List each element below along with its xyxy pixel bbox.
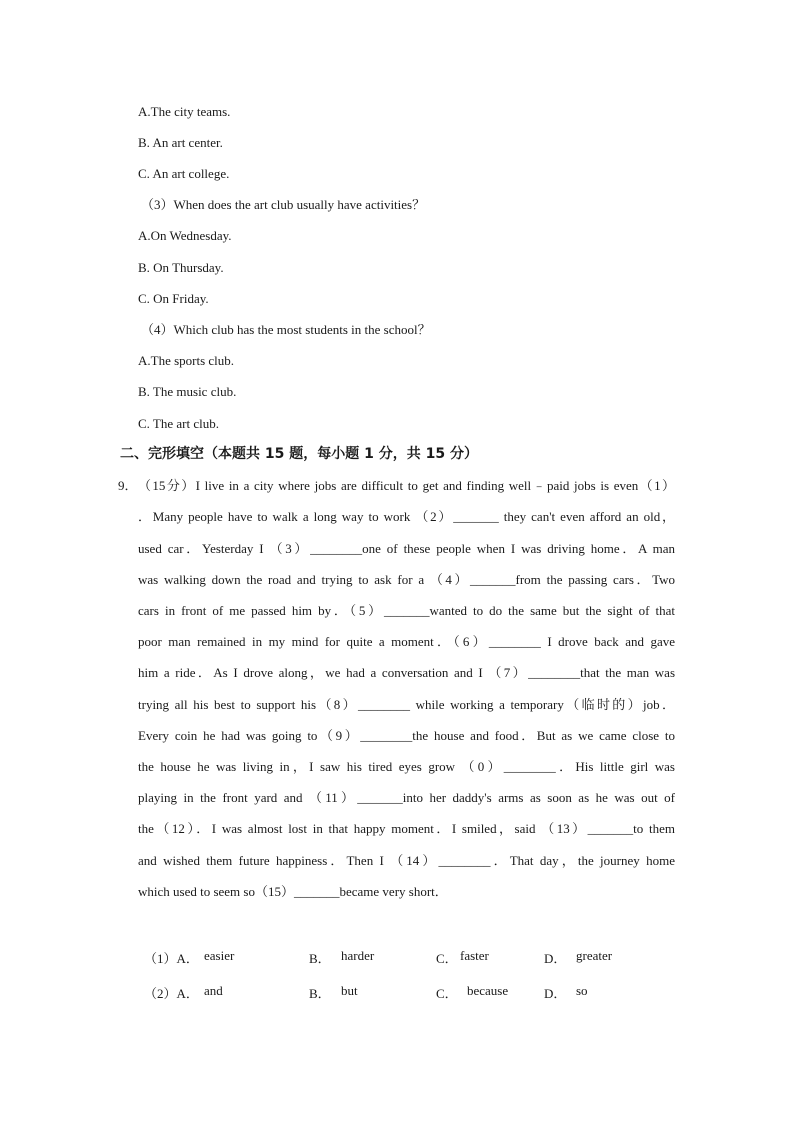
passage-line: poor man remained in my mind for quite a moment．（6）________ I drove back and gave xyxy=(138,634,675,649)
choice-d-label: D． xyxy=(544,986,567,1001)
q2-option-b: B. An art center. xyxy=(138,135,223,150)
choice-d: greater xyxy=(576,948,613,963)
choice-d: so xyxy=(576,983,588,998)
passage-line: （15分）I live in a city where jobs are difficult to get and finding well﹣paid jobs is even（1） xyxy=(138,478,675,493)
passage-line: playing in the front yard and （11）_______into her daddy's arms as soon as he was out of xyxy=(138,790,675,805)
q4-option-b: B. The music club. xyxy=(138,384,237,399)
q2-option-a: A.The city teams. xyxy=(138,104,231,119)
section-heading: 二、完形填空（本题共 15 题，每小题 1 分，共 15 分） xyxy=(120,446,478,462)
passage-line: Every coin he had was going to（9）________the house and food．But as we came close to xyxy=(138,728,675,743)
choice-a: easier xyxy=(204,948,235,963)
choice-number: （2）A． xyxy=(144,986,199,1001)
choice-b-label: B． xyxy=(309,986,331,1001)
passage-line: him a ride．As I drove along，we had a conversation and I （7）________that the man was xyxy=(138,665,675,680)
q2-option-c: C. An art college. xyxy=(138,166,230,181)
passage-line: used car．Yesterday I （3）________one of these people when I was driving home．A man xyxy=(138,541,675,556)
q4-option-c: C. The art club. xyxy=(138,416,219,431)
q3-option-b: B. On Thursday. xyxy=(138,260,224,275)
choice-c: because xyxy=(467,983,509,998)
passage-line: the house he was living in，I saw his tired eyes grow （0）________．His little girl was xyxy=(138,759,675,774)
choice-c-label: C． xyxy=(436,951,458,966)
choice-c: faster xyxy=(460,948,489,963)
passage-line: ．Many people have to walk a long way to work （2）_______ they can't even afford an old， xyxy=(138,509,675,524)
question-number: 9． xyxy=(118,478,138,493)
q4-question: （4）Which club has the most students in the school？ xyxy=(141,322,431,337)
passage-line: trying all his best to support his（8）________ while working a temporary（临时的）job． xyxy=(138,697,675,712)
choice-d-label: D． xyxy=(544,951,567,966)
choice-number: （1）A． xyxy=(144,951,199,966)
q4-option-a: A.The sports club. xyxy=(138,353,235,368)
q3-option-a: A.On Wednesday. xyxy=(138,228,232,243)
choice-row-1 xyxy=(144,948,664,964)
passage-line: and wished them future happiness．Then I （14）________．That day，the journey home xyxy=(138,853,675,868)
passage-line: was walking down the road and trying to ask for a （4）_______from the passing cars．Two xyxy=(138,572,675,587)
passage-line: which used to seem so（15）_______became very short． xyxy=(138,884,448,899)
choice-row-2 xyxy=(144,983,664,999)
choice-a: and xyxy=(204,983,223,998)
choice-c-label: C． xyxy=(436,986,458,1001)
q3-question: （3）When does the art club usually have activities？ xyxy=(141,197,426,212)
choice-b: harder xyxy=(341,948,375,963)
choice-b-label: B． xyxy=(309,951,331,966)
q3-option-c: C. On Friday. xyxy=(138,291,209,306)
passage-line: cars in front of me passed him by．（5）_______wanted to do the same but the sight of that xyxy=(138,603,675,618)
choice-b: but xyxy=(341,983,358,998)
passage-line: the（12）．I was almost lost in that happy moment．I smiled，said （13）_______to them xyxy=(138,821,675,836)
